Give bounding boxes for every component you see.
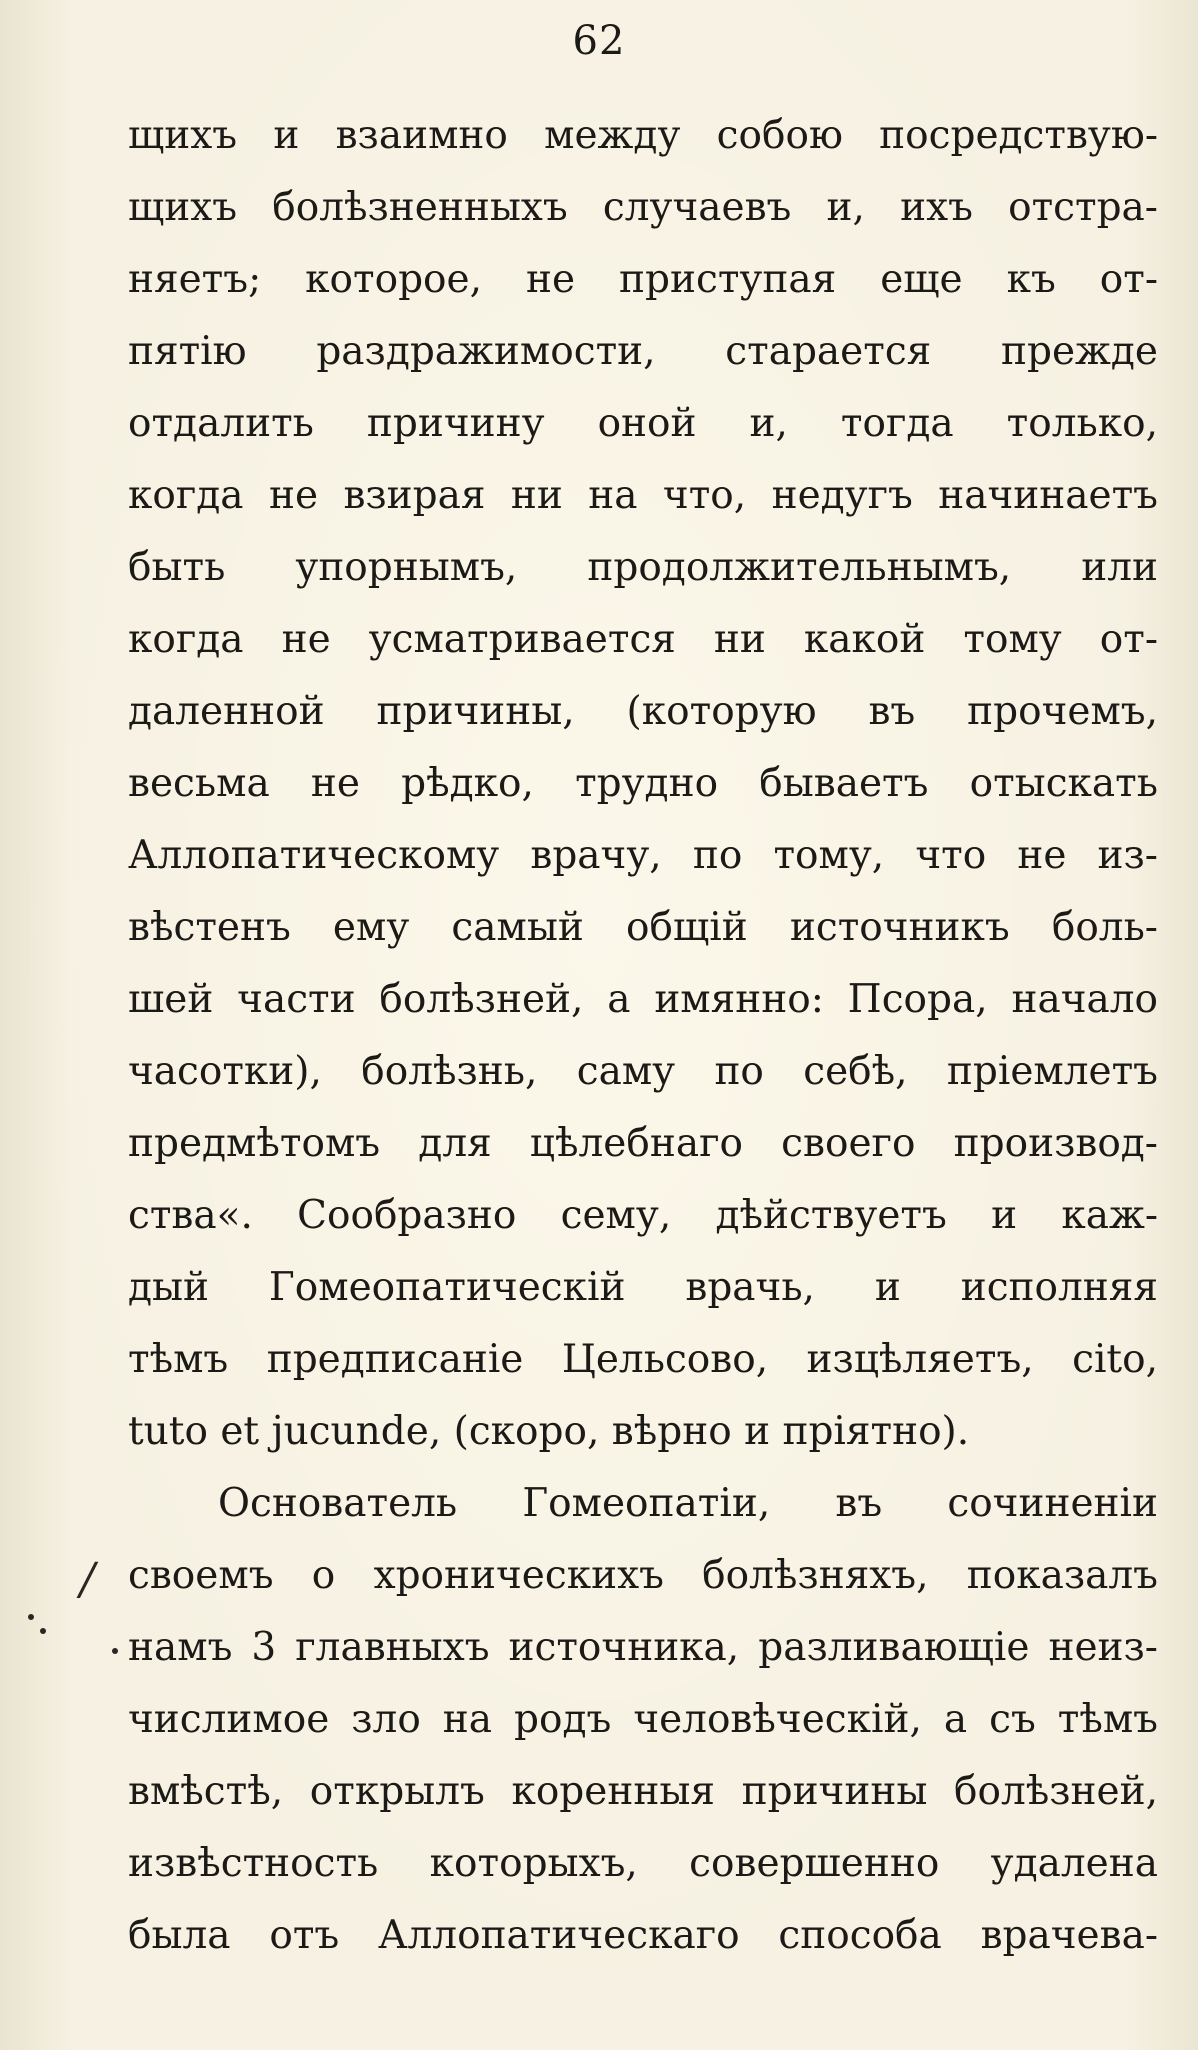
handwritten-margin-mark: /: [80, 1554, 95, 1605]
text-line: вмѣстѣ, открылъ коренныя причины болѣзней,: [128, 1769, 1158, 1814]
text-line: щихъ и взаимно между собою посредствую-: [128, 113, 1158, 158]
ink-dot: [28, 1614, 34, 1620]
text-line: Аллопатическому врачу, по тому, что не из-: [128, 833, 1158, 878]
text-line: часотки), болѣзнь, саму по себѣ, пріемлетъ: [128, 1049, 1158, 1094]
text-line: весьма не рѣдко, трудно бываетъ отыскать: [128, 761, 1158, 806]
ink-dot: [112, 1648, 118, 1654]
text-line: намъ 3 главныхъ источника, разливающіе неиз-: [128, 1625, 1158, 1670]
text-line: извѣстность которыхъ, совершенно удалена: [128, 1841, 1158, 1886]
text-line: вѣстенъ ему самый общій источникъ боль-: [128, 905, 1158, 950]
text-line: предмѣтомъ для цѣлебнаго своего производ-: [128, 1121, 1158, 1166]
page-number: 62: [572, 18, 626, 64]
text-line: быть упорнымъ, продолжительнымъ, или: [128, 545, 1158, 590]
text-line: дый Гомеопатическій врачь, и исполняя: [128, 1265, 1158, 1310]
text-line: числимое зло на родъ человѣческій, а съ тѣмъ: [128, 1697, 1158, 1742]
text-line: ства«. Сообразно сему, дѣйствуетъ и каж-: [128, 1193, 1158, 1238]
text-line: щихъ болѣзненныхъ случаевъ и, ихъ отстра-: [128, 185, 1158, 230]
text-line: тѣмъ предписаніе Цельсово, изцѣляетъ, cito,: [128, 1337, 1158, 1382]
text-line: отдалить причину оной и, тогда только,: [128, 401, 1158, 446]
text-line-paragraph-start: Основатель Гомеопатіи, въ сочиненіи: [218, 1481, 1158, 1526]
text-line: шей части болѣзней, а имянно: Псора, начало: [128, 977, 1158, 1022]
text-line: была отъ Аллопатическаго способа врачева-: [128, 1913, 1158, 1958]
body-text: [128, 100, 1158, 1972]
text-line-paragraph-end: tuto et jucunde, (скоро, вѣрно и пріятно).: [128, 1409, 970, 1454]
text-line: когда не взирая ни на что, недугъ начинаетъ: [128, 473, 1158, 518]
text-line: пятію раздражимости, старается прежде: [128, 329, 1158, 374]
text-line: няетъ; которое, не приступая еще къ от-: [128, 257, 1158, 302]
text-line: даленной причины, (которую въ прочемъ,: [128, 689, 1158, 734]
text-line: своемъ о хроническихъ болѣзняхъ, показалъ: [128, 1553, 1158, 1598]
ink-dot: [40, 1628, 46, 1634]
text-line: когда не усматривается ни какой тому от-: [128, 617, 1158, 662]
